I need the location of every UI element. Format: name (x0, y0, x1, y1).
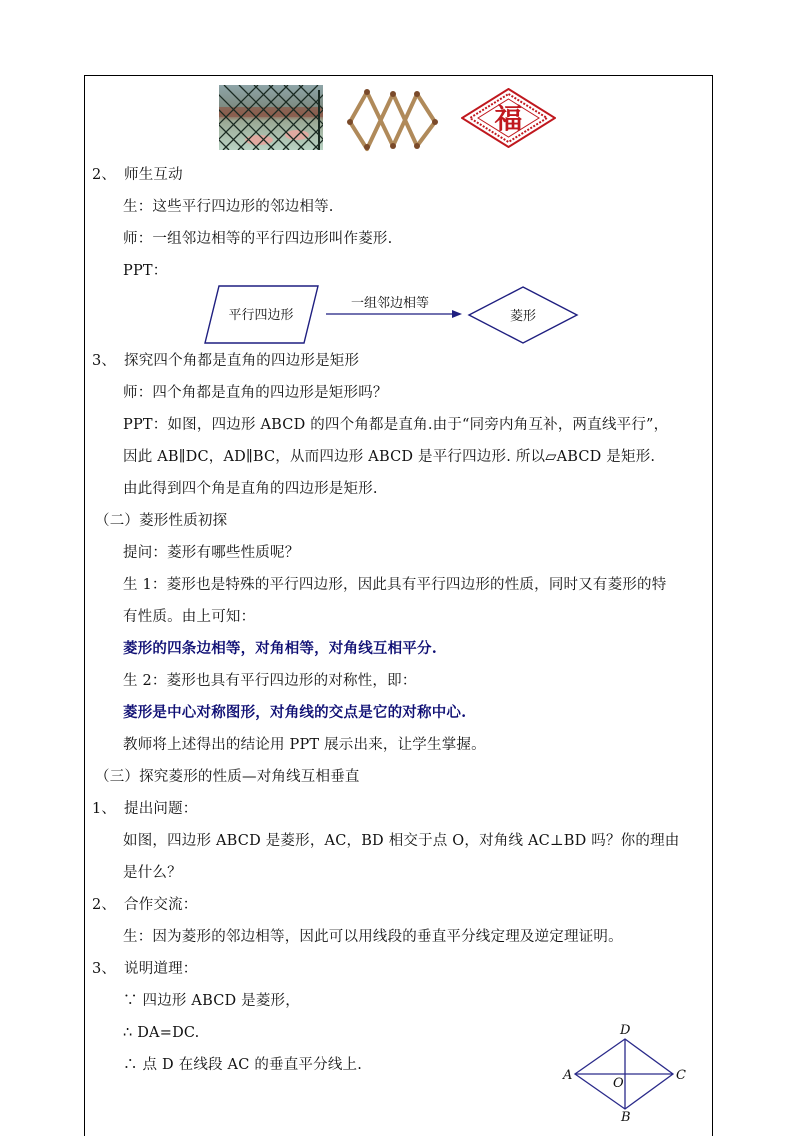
item-title: 合作交流： (124, 897, 198, 913)
ppt-line-1: PPT：如图，四边形 ABCD 的四个角都是直角.由于“同旁内角互补，两直线平行”， (123, 417, 669, 433)
proof-line-3: ∴ 点 D 在线段 AC 的垂直平分线上. (123, 1057, 363, 1073)
item-number: 3、 (92, 961, 117, 977)
rhombus-figure (555, 1015, 695, 1123)
ppt-label: PPT： (123, 263, 168, 279)
paper-cut-fu-diamond (461, 88, 556, 148)
item-title: 说明道理： (124, 961, 198, 977)
student-line: 生：这些平行四边形的邻边相等. (123, 199, 334, 215)
item-number: 2、 (92, 897, 117, 913)
item-2-heading (92, 165, 183, 185)
svg-text:福: 福 (494, 102, 523, 135)
flow-arrow-label: 一组邻边相等 (350, 296, 430, 311)
section-b-heading: （二）菱形性质初探 (95, 513, 228, 529)
item-1-heading (92, 799, 198, 819)
proof-line-2: ∴ DA=DC. (123, 1025, 200, 1041)
conclusion-1: 菱形的四条边相等，对角相等，对角线互相平分. (123, 640, 437, 657)
item-3-heading (92, 351, 359, 371)
section-c-heading: （三）探究菱形的性质—对角线互相垂直 (95, 769, 360, 785)
chain-link-fence-photo (219, 85, 323, 150)
student1-line-2: 有性质。由上可知： (123, 609, 256, 625)
teacher-note: 教师将上述得出的结论用 PPT 展示出来，让学生掌握。 (123, 737, 486, 753)
question-line-1: 如图，四边形 ABCD 是菱形，AC，BD 相交于点 O，对角线 AC⊥BD 吗？你的理由 (123, 833, 680, 849)
item-2-heading-c (92, 895, 198, 915)
folding-wooden-rack-photo (345, 84, 440, 152)
item-number: 3、 (92, 353, 117, 369)
student2-line: 生 2：菱形也具有平行四边形的对称性，即： (123, 673, 417, 689)
flow-diagram (200, 282, 585, 348)
teacher-question: 师：四个角都是直角的四边形是矩形吗？ (123, 385, 388, 401)
teacher-line: 师：一组邻边相等的平行四边形叫作菱形. (123, 231, 393, 247)
flow-to-label: 菱形 (509, 309, 537, 324)
item-3-heading-c (92, 959, 198, 979)
student-answer: 生：因为菱形的邻边相等，因此可以用线段的垂直平分线定理及逆定理证明。 (123, 929, 623, 945)
item-title: 提出问题： (124, 801, 198, 817)
center-label-o: O (613, 1076, 624, 1091)
flow-from-label: 平行四边形 (228, 308, 294, 323)
vertex-label-d: D (620, 1023, 631, 1038)
ppt-line-2: 因此 AB∥DC，AD∥BC，从而四边形 ABCD 是平行四边形. 所以▱ABCD 是矩形. (123, 449, 656, 465)
item-title: 师生互动 (124, 167, 183, 183)
student1-line-1: 生 1：菱形也是特殊的平行四边形，因此具有平行四边形的性质，同时又有菱形的特 (123, 577, 667, 593)
vertex-label-c: C (676, 1068, 686, 1083)
question-line: 提问：菱形有哪些性质呢？ (123, 545, 300, 561)
item-number: 1、 (92, 801, 117, 817)
vertex-label-b: B (621, 1110, 631, 1123)
ppt-line-3: 由此得到四个角是直角的四边形是矩形. (123, 481, 378, 497)
item-number: 2、 (92, 167, 117, 183)
vertex-label-a: A (563, 1068, 573, 1083)
conclusion-2: 菱形是中心对称图形，对角线的交点是它的对称中心. (123, 704, 467, 721)
question-line-2: 是什么？ (123, 865, 182, 881)
item-title: 探究四个角都是直角的四边形是矩形 (124, 353, 360, 369)
proof-line-1: ∵ 四边形 ABCD 是菱形， (123, 993, 300, 1009)
arrow-head-icon (452, 310, 462, 318)
